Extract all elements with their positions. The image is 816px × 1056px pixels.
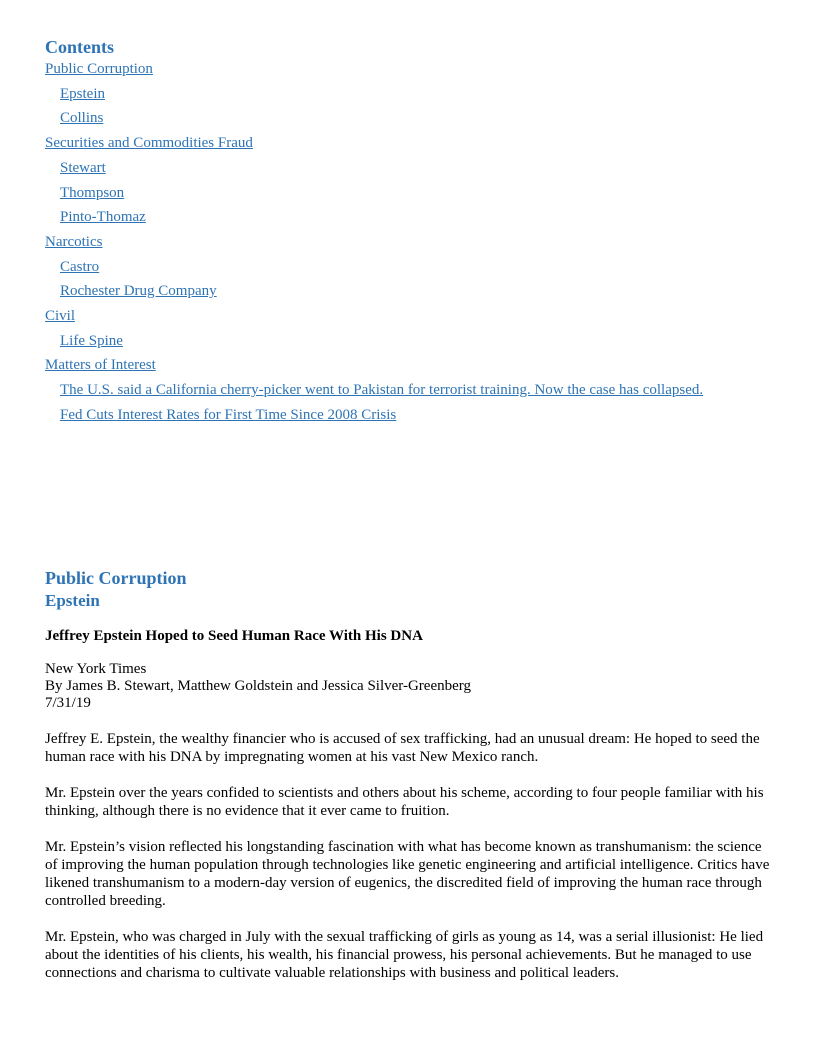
toc-item-thompson[interactable] [45,181,775,206]
toc-item-narcotics[interactable] [45,230,775,255]
article-paragraph: Mr. Epstein over the years confided to scientists and others about his scheme, according to four people familiar with his thinking, although there is no evidence that it ever came to fruition. [45,785,764,819]
article-paragraph: Mr. Epstein’s vision reflected his longstanding fascination with what has become known as transhumanism: the science of improving the human population through technologies like genetic engineering and artificial intelligence. Critics have likened transhumanism to a modern-day version of eugenics, the discredited field of improving the human race through controlled breeding. [45,839,770,909]
toc-link[interactable]: Fed Cuts Interest Rates for First Time Since 2008 Crisis [60,406,397,423]
section-heading: Public Corruption [45,568,187,588]
toc-link[interactable]: Matters of Interest [45,357,156,374]
toc-item-stewart[interactable] [45,156,775,181]
toc-link[interactable]: Public Corruption [45,61,153,77]
article [45,627,775,1000]
table-of-contents [45,57,775,428]
toc-link[interactable]: Rochester Drug Company [60,283,217,300]
article-source: New York Times [45,661,147,677]
article-paragraph: Mr. Epstein, who was charged in July with the sexual trafficking of girls as young as 14, was a serial illusionist: He lied about the identities of his clients, his wealth, his financial prowess, his personal achievements. But he managed to use connections and charisma to cultivate valuable relationships with business and political leaders. [45,929,764,981]
toc-item-epstein[interactable] [45,82,775,107]
article-paragraph: Jeffrey E. Epstein, the wealthy financier who is accused of sex trafficking, had an unusual dream: He hoped to seed the human race with his DNA by impregnating women at his vast New Mexico ranch. [45,731,760,765]
toc-item-public-corruption[interactable] [45,57,775,82]
toc-link[interactable]: Narcotics [45,233,103,250]
toc-item-securities-fraud[interactable] [45,131,775,156]
toc-link[interactable]: Pinto-Thomaz [60,209,146,226]
toc-link[interactable]: Stewart [60,159,106,176]
toc-link[interactable]: Civil [45,308,76,325]
toc-item-cherry-picker[interactable] [45,378,775,403]
toc-link[interactable]: Life Spine [60,332,123,349]
toc-item-fed-cuts[interactable] [45,403,775,428]
article-title: Jeffrey Epstein Hoped to Seed Human Race With His DNA [45,628,423,644]
article-date: 7/31/19 [45,695,91,711]
article-meta [45,661,775,712]
toc-link[interactable]: The U.S. said a California cherry-picker went to Pakistan for terrorist training. Now the case has collapsed. [60,382,704,399]
sub-heading: Epstein [45,591,100,610]
toc-item-civil[interactable] [45,304,775,329]
toc-item-rochester-drug[interactable] [45,279,775,304]
toc-title: Contents [45,37,115,57]
toc-link[interactable]: Castro [60,258,100,275]
toc-item-castro[interactable] [45,255,775,280]
article-byline: By James B. Stewart, Matthew Goldstein and Jessica Silver-Greenberg [45,678,471,694]
toc-item-matters-of-interest[interactable] [45,353,775,378]
toc-link[interactable]: Thompson [60,184,125,201]
toc-item-pinto-thomaz[interactable] [45,205,775,230]
toc-link[interactable]: Epstein [60,85,105,102]
toc-link[interactable]: Collins [60,110,104,127]
toc-item-life-spine[interactable] [45,329,775,354]
toc-item-collins[interactable] [45,106,775,131]
toc-link[interactable]: Securities and Commodities Fraud [45,135,253,152]
document-page [45,37,775,981]
